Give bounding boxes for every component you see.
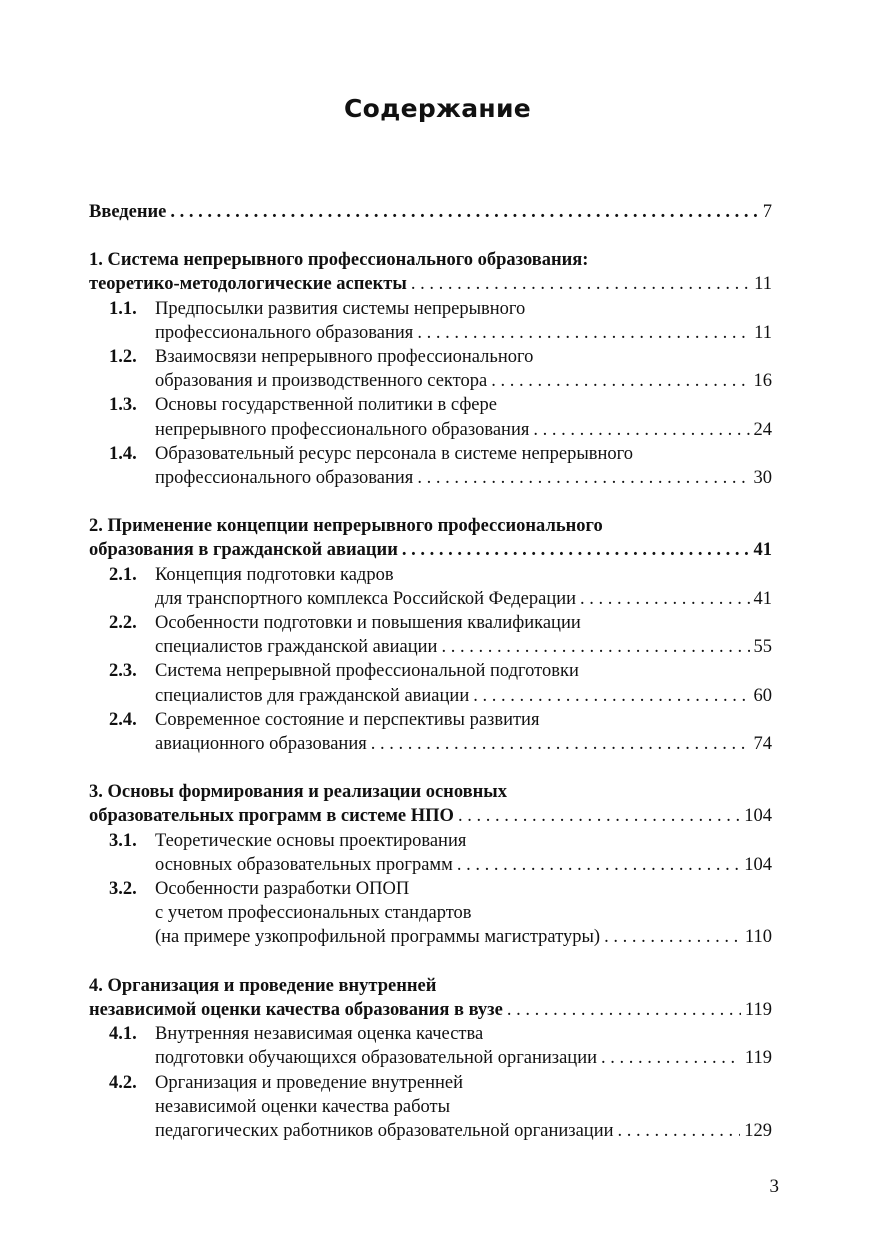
section-title-line: авиационного образования — [155, 734, 367, 755]
toc-chapter-entry[interactable] — [89, 998, 772, 1022]
section-number: 3.2. — [109, 879, 137, 900]
dot-leader — [458, 804, 740, 828]
dot-leader — [402, 538, 750, 562]
toc-section-1-2[interactable] — [89, 345, 772, 393]
dot-leader — [417, 321, 750, 345]
toc-page-number: 119 — [744, 999, 772, 1020]
dot-leader — [417, 466, 749, 490]
toc-chapter-entry[interactable] — [89, 804, 772, 828]
section-title-line: Система непрерывной профессиональной подготовки — [155, 661, 579, 682]
section-number: 3.1. — [109, 830, 137, 851]
dot-leader — [411, 272, 750, 296]
section-number: 2.4. — [109, 709, 137, 730]
table-of-contents — [89, 200, 772, 1143]
chapter-title-line: 2. Применение концепции непрерывного профессионального — [89, 516, 603, 537]
section-title-line: Предпосылки развития системы непрерывного — [155, 298, 526, 319]
dot-leader — [441, 635, 749, 659]
dot-leader — [170, 200, 758, 224]
toc-section-2-2[interactable] — [89, 611, 772, 659]
section-number: 4.2. — [109, 1072, 137, 1093]
section-number: 1.2. — [109, 347, 137, 368]
dot-leader — [601, 1046, 741, 1070]
dot-leader — [473, 684, 749, 708]
section-title-line: Современное состояние и перспективы развития — [155, 709, 540, 730]
toc-chapter-4 — [89, 974, 772, 1143]
toc-section-2-1[interactable] — [89, 563, 772, 611]
toc-page-number: 41 — [753, 588, 772, 609]
toc-section-1-1[interactable] — [89, 297, 772, 345]
chapter-title-line: 4. Организация и проведение внутренней — [89, 975, 437, 996]
toc-page-number: 55 — [753, 637, 772, 658]
toc-page-number: 104 — [744, 806, 772, 827]
dot-leader — [618, 1119, 741, 1143]
chapter-title-line: образовательных программ в системе НПО — [89, 806, 454, 827]
section-title-line: Основы государственной политики в сфере — [155, 395, 497, 416]
section-number: 1.4. — [109, 443, 137, 464]
section-number: 1.1. — [109, 298, 137, 319]
section-number: 2.3. — [109, 661, 137, 682]
dot-leader — [580, 587, 749, 611]
page-number: 3 — [769, 1176, 779, 1197]
dot-leader — [533, 418, 749, 442]
dot-leader — [507, 998, 741, 1022]
section-number: 2.1. — [109, 564, 137, 585]
toc-page-number: 74 — [753, 734, 772, 755]
chapter-title-line: образования в гражданской авиации — [89, 540, 398, 561]
section-title-line: Организация и проведение внутренней — [155, 1072, 464, 1093]
section-title-line: профессионального образования — [155, 322, 414, 343]
toc-entry-title: Введение — [89, 202, 167, 222]
section-title-line: образования и производственного сектора — [155, 371, 488, 392]
toc-section-4-2[interactable] — [89, 1071, 772, 1144]
toc-page-number: 24 — [753, 419, 772, 440]
section-title-line: педагогических работников образовательной организации — [155, 1120, 614, 1141]
chapter-title-line: 1. Система непрерывного профессионального образования: — [89, 250, 589, 271]
chapter-title-line: независимой оценки качества образования в вузе — [89, 999, 503, 1020]
section-title-line: непрерывного профессионального образования — [155, 419, 530, 440]
toc-page-number: 30 — [753, 468, 772, 489]
section-title-line: Особенности разработки ОПОП — [155, 879, 410, 900]
page-title: Содержание — [343, 94, 532, 123]
section-title-line: специалистов гражданской авиации — [155, 637, 438, 658]
toc-section-1-4[interactable] — [89, 442, 772, 490]
toc-page-number: 41 — [753, 540, 772, 561]
section-title-line: (на примере узкопрофильной программы магистратуры) — [155, 927, 601, 948]
section-title-line: Образовательный ресурс персонала в системе непрерывного — [155, 443, 634, 464]
toc-page-number: 11 — [754, 322, 772, 343]
section-title-line: для транспортного комплекса Российской Федерации — [155, 588, 577, 609]
chapter-title-line: теоретико-методологические аспекты — [89, 274, 407, 295]
toc-page-number: 104 — [744, 854, 772, 875]
section-number: 2.2. — [109, 613, 137, 634]
toc-page-number: 11 — [754, 274, 772, 295]
section-number: 1.3. — [109, 395, 137, 416]
toc-section-2-3[interactable] — [89, 659, 772, 707]
section-title-line: Концепция подготовки кадров — [155, 564, 394, 585]
toc-page-number: 110 — [744, 927, 772, 948]
toc-page-number: 129 — [744, 1120, 772, 1141]
toc-section-1-3[interactable] — [89, 393, 772, 441]
section-title-line: независимой оценки качества работы — [155, 1096, 451, 1117]
dot-leader — [491, 369, 749, 393]
dot-leader — [604, 925, 741, 949]
toc-entry-intro[interactable] — [89, 200, 772, 224]
section-title-line: профессионального образования — [155, 468, 414, 489]
section-title-line: Теоретические основы проектирования — [155, 830, 467, 851]
section-title-line: Внутренняя независимая оценка качества — [155, 1024, 484, 1045]
toc-page-number: 16 — [753, 371, 772, 392]
section-title-line: Особенности подготовки и повышения квалификации — [155, 613, 581, 634]
toc-chapter-3 — [89, 780, 772, 949]
section-title-line: подготовки обучающихся образовательной организации — [155, 1048, 598, 1069]
toc-page-number: 119 — [744, 1048, 772, 1069]
toc-section-3-2[interactable] — [89, 877, 772, 950]
section-title-line: специалистов для гражданской авиации — [155, 685, 470, 706]
section-title-line: с учетом профессиональных стандартов — [155, 903, 472, 924]
toc-page-number: 7 — [762, 202, 772, 222]
toc-chapter-entry[interactable] — [89, 272, 772, 296]
toc-page-number: 60 — [753, 685, 772, 706]
toc-section-4-1[interactable] — [89, 1022, 772, 1070]
dot-leader — [371, 732, 750, 756]
toc-chapter-entry[interactable] — [89, 538, 772, 562]
chapter-title-line: 3. Основы формирования и реализации основных — [89, 782, 507, 803]
toc-section-3-1[interactable] — [89, 829, 772, 877]
section-title-line: Взаимосвязи непрерывного профессионального — [155, 347, 534, 368]
section-number: 4.1. — [109, 1024, 137, 1045]
section-title-line: основных образовательных программ — [155, 854, 453, 875]
dot-leader — [457, 853, 740, 877]
toc-chapter-1 — [89, 248, 772, 490]
toc-chapter-2 — [89, 514, 772, 756]
toc-section-2-4[interactable] — [89, 708, 772, 756]
